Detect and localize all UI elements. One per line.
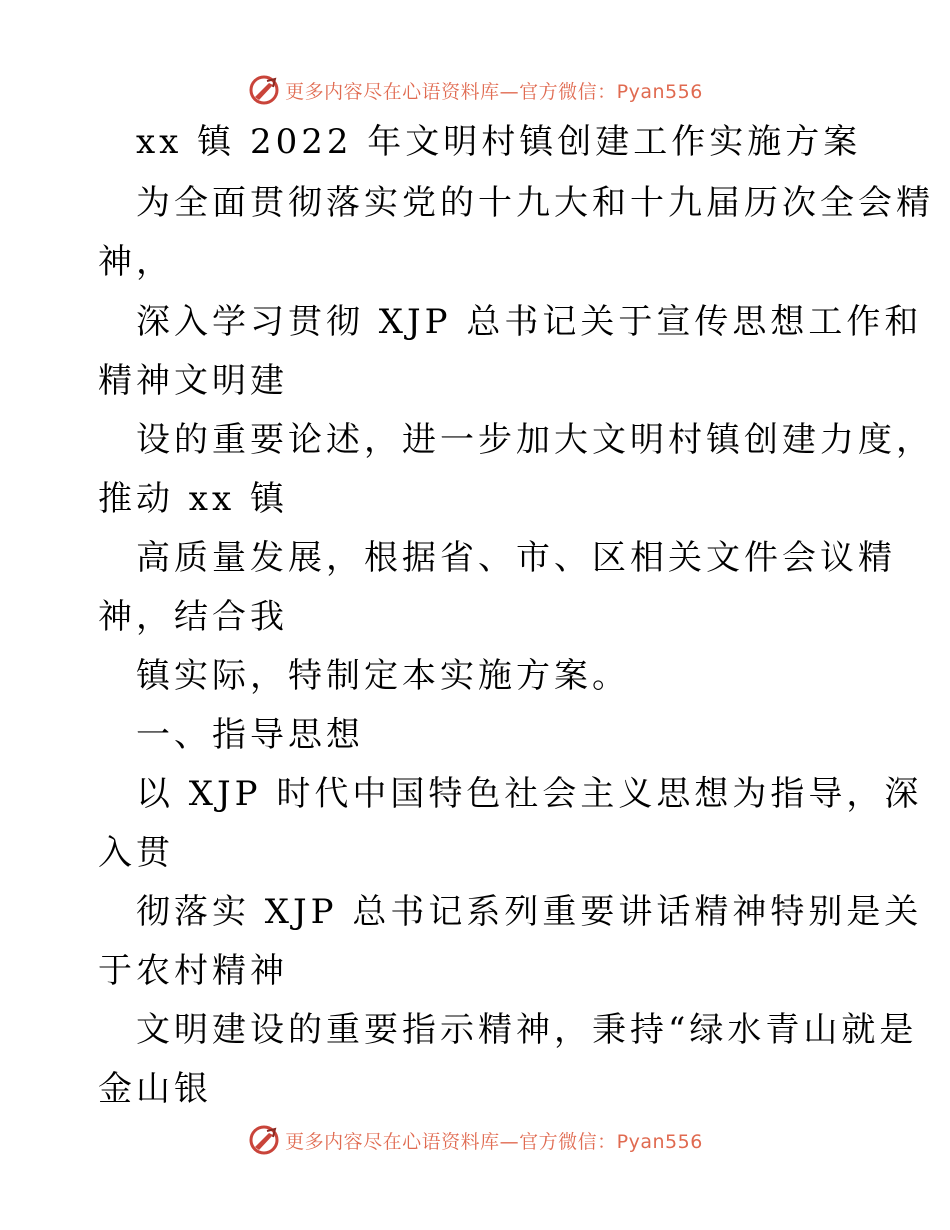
paragraph-line: 于农村精神 [98,951,288,991]
section-heading: 一、指导思想 [136,715,364,755]
paragraph-line: 深入学习贯彻 XJP 总书记关于宣传思想工作和 [136,302,923,342]
paragraph-line: 文明建设的重要指示精神，秉持“绿水青山就是 [136,1010,918,1050]
paragraph-line: 推动 xx 镇 [98,479,288,519]
paragraph-line: 神， [98,242,174,282]
footer-watermark-banner [0,1120,950,1160]
watermark-text: 更多内容尽在心语资料库—官方微信：Pyan556 [285,1130,703,1153]
watermark-text: 更多内容尽在心语资料库—官方微信：Pyan556 [285,80,703,103]
header-watermark-banner [0,70,950,110]
paragraph-line: 金山银 [98,1069,212,1109]
paragraph-line: 高质量发展，根据省、市、区相关文件会议精 [136,538,896,578]
paragraph-line: 精神文明建 [98,361,288,401]
pen-logo-icon [247,73,281,107]
paragraph-line: 神，结合我 [98,597,288,637]
paragraph-line: 以 XJP 时代中国特色社会主义思想为指导，深 [136,774,923,814]
pen-logo-icon [247,1123,281,1157]
paragraph-line: 设的重要论述，进一步加大文明村镇创建力度， [136,420,934,460]
paragraph-line: 为全面贯彻落实党的十九大和十九届历次全会精 [136,183,934,223]
paragraph-line: 入贯 [98,833,174,873]
document-title: xx 镇 2022 年文明村镇创建工作实施方案 [136,122,862,162]
paragraph-line: 彻落实 XJP 总书记系列重要讲话精神特别是关 [136,892,923,932]
paragraph-line: 镇实际，特制定本实施方案。 [136,656,630,696]
